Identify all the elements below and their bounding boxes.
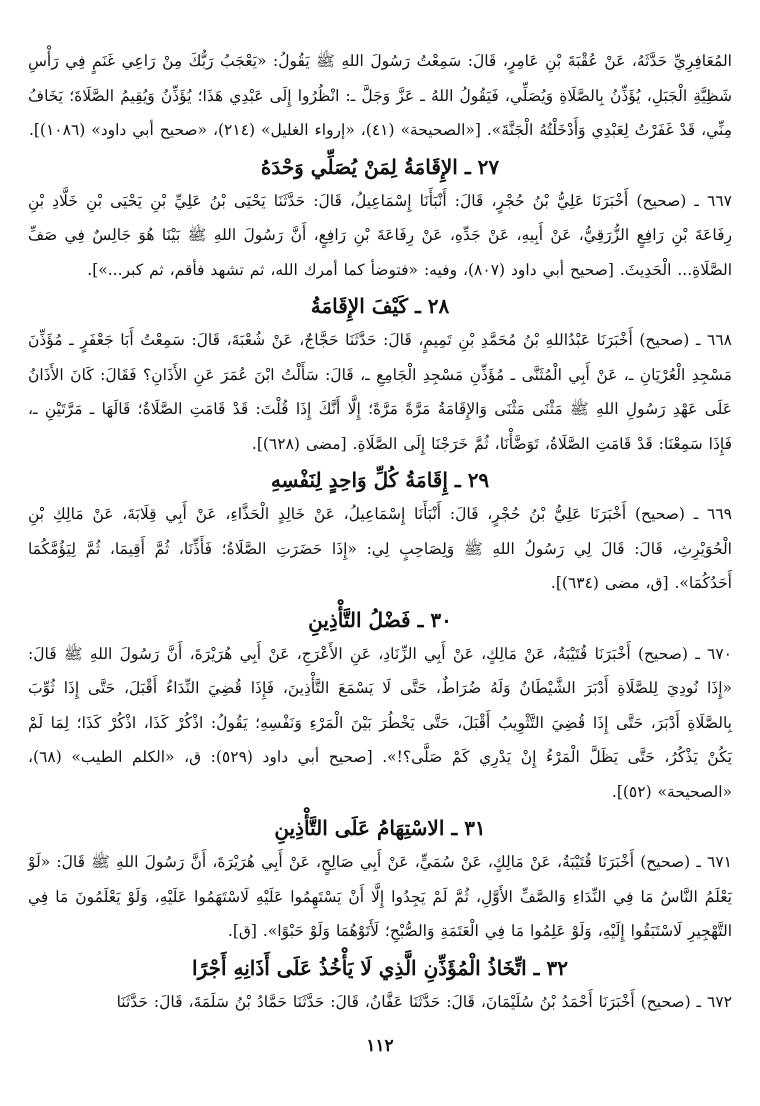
hadith-paragraph: ٦٧٠ ـ (صحيح) أَخْبَرَنَا قُتَيْبَةُ، عَنْ مَالِكٍ، عَنْ أَبِي الزِّنَادِ، عَنِ الأَعْرَجِ، عَنْ أَبِي هُرَيْرَةَ، أَنَّ رَسُولَ اللهِ ﷺ قَالَ: «إِذَا نُودِيَ لِلصَّلَاةِ أَدْبَرَ الشَّيْطَانُ وَلَهُ ضُرَاطٌ، حَتَّى لَا يَسْمَعَ التَّأْذِينَ، فَإِذَا قُضِيَ النِّدَاءُ أَقْبَلَ، حَتَّى إِذَا ثُوِّبَ بِالصَّلَاةِ أَدْبَرَ، حَتَّى إِذَا قُضِيَ التَّثْوِيبُ أَقْبَلَ، حَتَّى يَخْطُرَ بَيْنَ الْمَرْءِ وَنَفْسِهِ؛ يَقُولُ: اذْكُرْ كَذَا، اذْكُرْ كَذَا؛ لِمَا لَمْ يَكُنْ يَذْكُرُ، حَتَّى يَظَلَّ الْمَرْءُ إِنْ يَدْرِي كَمْ صَلَّى؟!». [صحيح أبي داود (٥٢٩): ق، «الكلم الطيب» (٦٨)، «الصحيحة» (٥٢)]. [28,644,732,801]
hadith-paragraph: المُعَافِرِيِّ حَدَّثَهُ، عَنْ عُقْبَةَ بْنِ عَامِرٍ، قَالَ: سَمِعْتُ رَسُولَ اللهِ ﷺ يَقُولُ: «يَعْجَبُ رَبُّكَ مِنْ رَاعِي غَنَمٍ فِي رَأْسِ شَظِيَّةِ الْجَبَلِ، يُؤَذِّنُ بِالصَّلَاةِ وَيُصَلِّي، فَيَقُولُ اللهُ ـ عَزَّ وَجَلَّ ـ: انْظُرُوا إِلَى عَبْدِي هَذَا؛ يُؤَذِّنُ وَيُقِيمُ الصَّلَاةَ؛ يَخَافُ مِنِّي، قَدْ غَفَرْتُ لِعَبْدِي وَأَدْخَلْتُهُ الْجَنَّةَ». [«الصحيحة» (٤١)، «إرواء الغليل» (٢١٤)، «صحيح أبي داود» (١٠٨٦)]. [28,52,732,139]
chapter-heading: ٢٩ ـ إِقَامَةُ كُلِّ وَاحِدٍ لِنَفْسِهِ [270,468,490,492]
hadith-paragraph: ٦٧١ ـ (صحيح) أَخْبَرَنَا قُتَيْبَةُ، عَنْ مَالِكٍ، عَنْ سُمَيٍّ، عَنْ أَبِي صَالِحٍ، عَنْ أَبِي هُرَيْرَةَ، أَنَّ رَسُولَ اللهِ ﷺ قَالَ: «لَوْ يَعْلَمُ النَّاسُ مَا فِي النِّدَاءِ وَالصَّفِّ الأَوَّلِ، ثُمَّ لَمْ يَجِدُوا إِلَّا أَنْ يَسْتَهِمُوا عَلَيْهِ لَاسْتَهَمُوا عَلَيْهِ، وَلَوْ يَعْلَمُونَ مَا فِي التَّهْجِيرِ لَاسْتَبَقُوا إِلَيْهِ، وَلَوْ عَلِمُوا مَا فِي الْعَتَمَةِ وَالصُّبْحِ؛ لَأَتَوْهُمَا وَلَوْ حَبْوًا». [ق]. [28,853,732,940]
chapter-heading: ٣٠ ـ فَضْلُ التَّأْذِينِ [308,607,452,632]
chapter-heading: ٢٨ ـ كَيْفَ الإِقَامَةُ [310,294,450,318]
chapter-heading: ٢٧ ـ الإِقَامَةُ لِمَنْ يُصَلِّي وَحْدَهُ [260,154,500,179]
chapter-heading: ٣١ ـ الاسْتِهَامُ عَلَى التَّأْذِينِ [274,816,486,840]
chapter-heading: ٣٢ ـ اتِّخَاذُ الْمُؤَذِّنِ الَّذِي لَا يَأْخُذُ عَلَى أَذَانِهِ أَجْرًا [192,955,568,980]
hadith-paragraph: ٦٦٩ ـ (صحيح) أَخْبَرَنَا عَلِيُّ بْنُ حُجْرٍ، قَالَ: أَنْبَأَنَا إِسْمَاعِيلُ، عَنْ خَالِدٍ الْحَذَّاءِ، عَنْ أَبِي قِلَابَةَ، عَنْ مَالِكِ بْنِ الْحُوَيْرِثِ، قَالَ: قَالَ لِي رَسُولُ اللهِ ﷺ وَلِصَاحِبٍ لِي: «إِذَا حَضَرَتِ الصَّلَاةُ؛ فَأَذِّنَا، ثُمَّ أَقِيمَا، ثُمَّ لِيَؤُمَّكُمَا أَحَدُكُمَا». [ق، مضى (٦٣٤)]. [28,505,732,592]
page-number: ١١٢ [366,1036,394,1056]
hadith-paragraph: ٦٧٢ ـ (صحيح) أَخْبَرَنَا أَحْمَدُ بْنُ سُلَيْمَانَ، قَالَ: حَدَّثَنَا عَفَّانُ، قَالَ: حَدَّثَنَا حَمَّادُ بْنُ سَلَمَةَ، قَالَ: حَدَّثَنَا [116,992,732,1011]
hadith-paragraph: ٦٦٨ ـ (صحيح) أَخْبَرَنَا عَبْدُاللهِ بْنُ مُحَمَّدِ بْنِ تَمِيمٍ، قَالَ: حَدَّثَنَا حَجَّاجٌ، عَنْ شُعْبَةَ، قَالَ: سَمِعْتُ أَبَا جَعْفَرٍ ـ مُؤَذِّنَ مَسْجِدِ الْعُرْيَانِ ـ، عَنْ أَبِي الْمُثَنَّى ـ مُؤَذِّنِ مَسْجِدِ الْجَامِعِ ـ، قَالَ: سَأَلْتُ ابْنَ عُمَرَ عَنِ الأَذَانِ؟ فَقَالَ: كَانَ الأَذَانُ عَلَى عَهْدِ رَسُولِ اللهِ ﷺ مَثْنَى مَثْنَى وَالإِقَامَةُ مَرَّةً مَرَّةً؛ إِلَّا أَنَّكَ إِذَا قُلْتَ: قَدْ قَامَتِ الصَّلَاةُ؛ قَالَهَا ـ مَرَّتَيْنِ ـ، فَإِذَا سَمِعْنَا: قَدْ قَامَتِ الصَّلَاةُ، تَوَضَّأْنَا، ثُمَّ خَرَجْنَا إِلَى الصَّلَاةِ. [مضى (٦٢٨)]. [28,331,732,453]
hadith-paragraph: ٦٦٧ ـ (صحيح) أَخْبَرَنَا عَلِيُّ بْنُ حُجْرٍ، قَالَ: أَنْبَأَنَا إِسْمَاعِيلُ، قَالَ: حَدَّثَنَا يَحْيَى بْنُ عَلِيِّ بْنِ يَحْيَى بْنِ خَلَّادِ بْنِ رِفَاعَةَ بْنِ رَافِعٍ الزُّرَقِيُّ، عَنْ أَبِيهِ، عَنْ جَدِّهِ، عَنْ رِفَاعَةَ بْنِ رَافِعٍ، أَنَّ رَسُولَ اللهِ ﷺ بَيْنَا هُوَ جَالِسٌ فِي صَفِّ الصَّلَاةِ... الْحَدِيثَ. [صحيح أبي داود (٨٠٧)، وفيه: «فتوضأ كما أمرك الله، ثم تشهد فأقم، ثم كبر...»]. [28,191,732,279]
